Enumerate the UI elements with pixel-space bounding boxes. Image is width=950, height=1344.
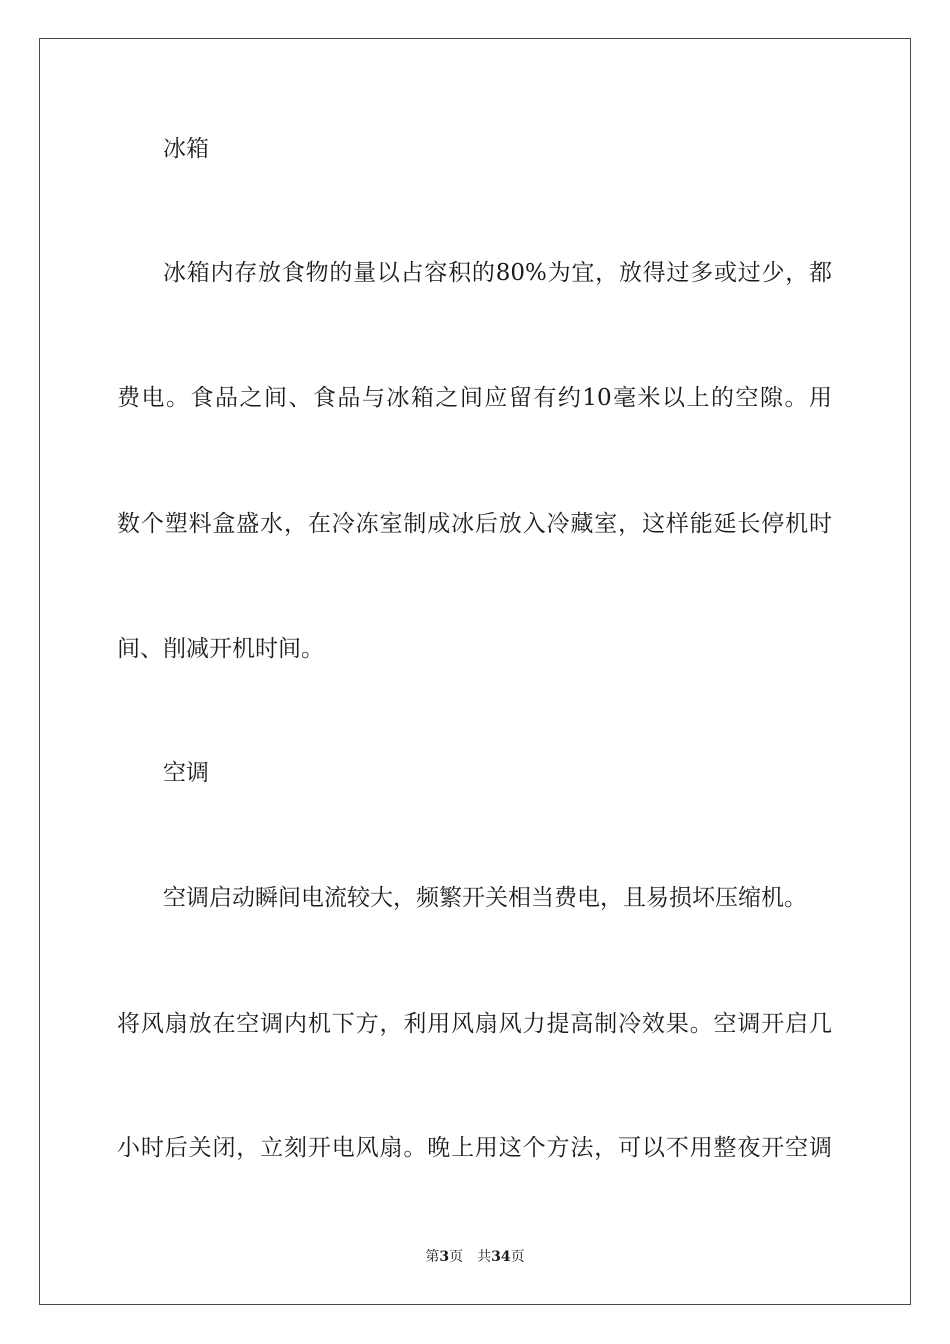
paragraph-line: 空调启动瞬间电流较大，频繁开关相当费电，且易损坏压缩机。: [163, 885, 807, 911]
total-suffix: 页: [510, 1249, 525, 1265]
total-prefix: 共: [477, 1249, 492, 1265]
section-heading-aircon: 空调: [163, 760, 209, 786]
page-prefix: 第: [425, 1249, 440, 1265]
page-number: 3: [439, 1249, 450, 1265]
page-suffix: 页: [449, 1249, 464, 1265]
paragraph-line: 冰箱内存放食物的量以占容积的80%为宜，放得过多或过少，都: [163, 260, 832, 286]
page-footer: [0, 1248, 950, 1266]
paragraph-line: 将风扇放在空调内机下方，利用风扇风力提高制冷效果。空调开启几: [117, 1011, 832, 1037]
paragraph-line: 数个塑料盒盛水，在冷冻室制成冰后放入冷藏室，这样能延长停机时: [117, 511, 832, 537]
page-border: [39, 38, 911, 1305]
total-pages: 34: [491, 1249, 511, 1265]
paragraph-line: 小时后关闭，立刻开电风扇。晚上用这个方法，可以不用整夜开空调: [117, 1135, 832, 1161]
section-heading-fridge: 冰箱: [163, 136, 209, 162]
paragraph-line: 间、削减开机时间。: [117, 636, 324, 662]
paragraph-line: 费电。食品之间、食品与冰箱之间应留有约10毫米以上的空隙。用: [117, 385, 832, 411]
